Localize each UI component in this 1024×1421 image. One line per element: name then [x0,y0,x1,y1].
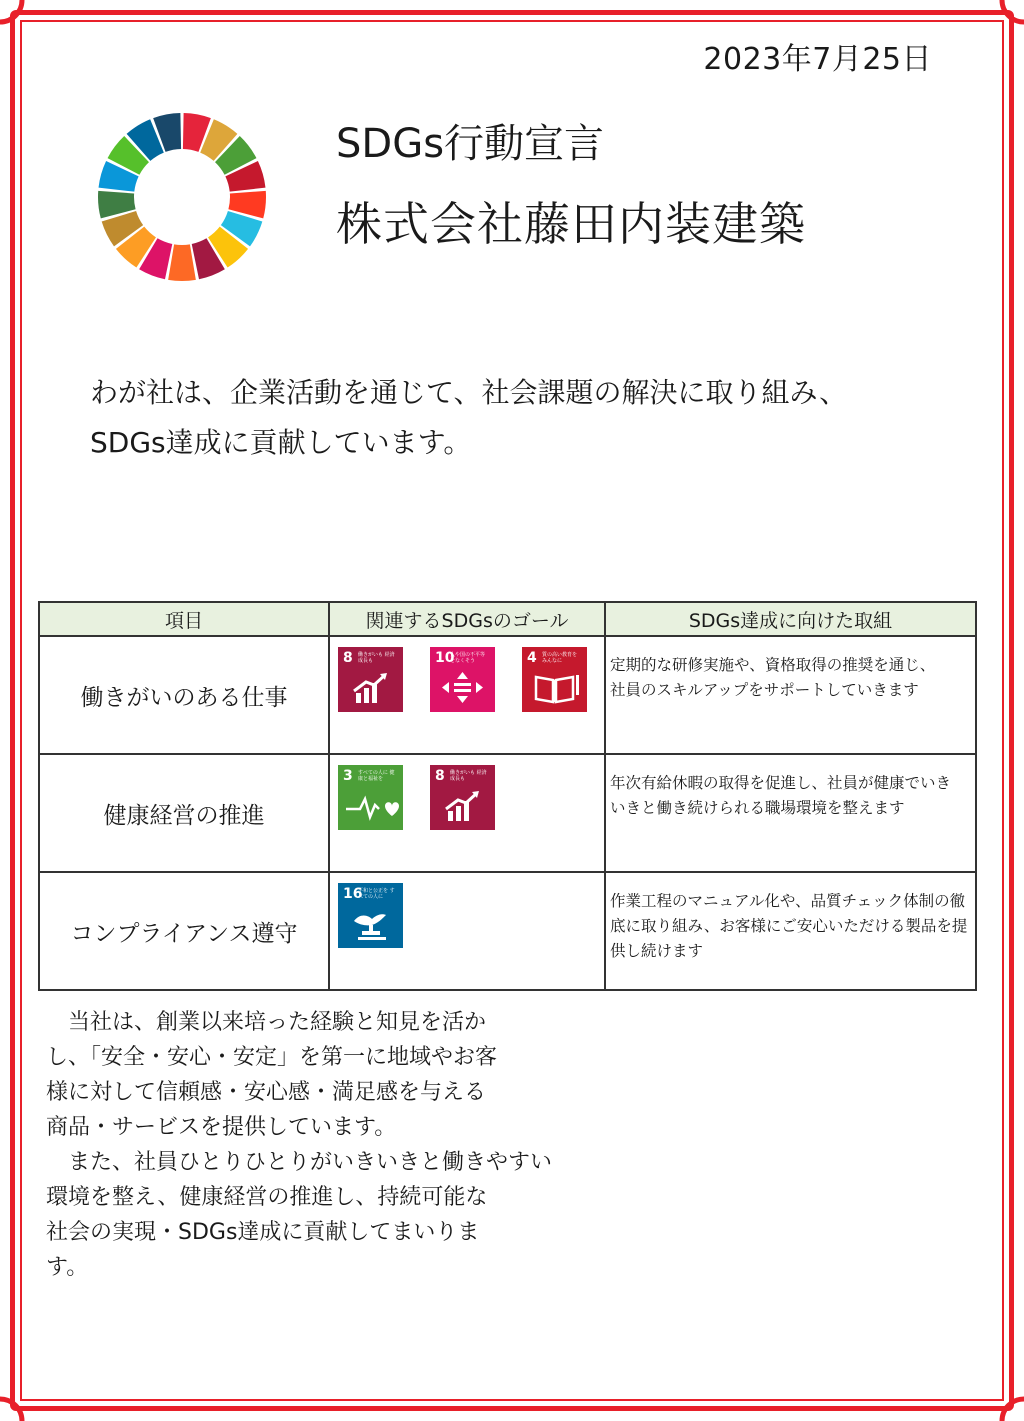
closing-statement [46,1005,553,1285]
sdg-goal-8-icon [430,765,495,830]
corner-ornament [0,0,42,42]
sdg-wheel-segment [168,244,196,281]
declaration-date: 2023年7月25日 [703,42,932,77]
sdg-goals-cell [329,872,605,990]
table-row [39,636,976,754]
sdg-wheel-logo [97,112,267,282]
closing-line: し、「安全・安心・安定」を第一に地域やお客 [46,1045,498,1070]
company-name: 株式会社藤田内装建築 [336,197,806,251]
action-line: 定期的な研修実施や、資格取得の推奨を通じ、 [610,656,936,674]
closing-line: 商品・サービスを提供しています。 [46,1115,397,1140]
action-line: 供し続けます [610,942,704,960]
intro-line: SDGs達成に貢献しています。 [90,426,472,459]
item-cell: コンプライアンス遵守 [39,872,329,990]
sdg-goal-number: 16 [343,886,363,902]
sdg-goal-16-icon [338,883,403,948]
corner-ornament [982,1379,1024,1421]
closing-line: 社会の実現・SDGs達成に貢献してまいりま [46,1220,480,1245]
sdg-goal-label: 働きがいも 経済成長も [450,770,487,782]
closing-line: す。 [46,1255,89,1280]
column-header-item: 項目 [39,602,329,636]
closing-line: 様に対して信頼感・安心感・満足感を与える [46,1080,487,1105]
table-row [39,754,976,872]
corner-ornament [0,1379,42,1421]
sdg-goal-8-icon [338,647,403,712]
table-row [39,872,976,990]
action-cell [605,754,976,872]
sdg-goal-label: 人や国の不平等 をなくそう [450,652,486,664]
column-header-actions: SDGs達成に向けた取組 [605,602,976,636]
sdg-goal-label: すべての人に 健康と福祉を [358,770,395,782]
sdg-goal-4-icon [522,647,587,712]
sdg-goal-number: 8 [343,650,353,666]
sdg-goals-table [38,601,977,991]
sdg-goal-label: 平和と公正を すべての人に [358,888,395,900]
declaration-title: SDGs行動宣言 [336,121,605,167]
closing-line: 環境を整え、健康経営の推進し、持続可能な [46,1185,488,1210]
sdg-goal-number: 4 [527,650,537,666]
sdg-goal-number: 3 [343,768,353,784]
action-line: いきと働き続けられる職場環境を整えます [610,799,905,817]
intro-line: わが社は、企業活動を通じて、社会課題の解決に取り組み、 [90,376,848,409]
intro-statement [90,368,950,468]
closing-line: また、社員ひとりひとりがいきいきと働きやすい [46,1150,553,1175]
column-header-goals: 関連するSDGsのゴール [329,602,605,636]
sdg-goal-number: 10 [435,650,455,666]
item-cell: 健康経営の推進 [39,754,329,872]
sdg-goal-3-icon [338,765,403,830]
sdg-goal-label: 質の高い教育を みんなに [542,652,578,664]
sdg-goal-10-icon [430,647,495,712]
action-line: 底に取り組み、お客様にご安心いただける製品を提 [610,917,968,935]
closing-line: 当社は、創業以来培った経験と知見を活か [46,1010,487,1035]
sdg-goals-cell [329,754,605,872]
sdg-goals-cell [329,636,605,754]
action-cell [605,636,976,754]
table-header-row [39,602,976,636]
action-line: 作業工程のマニュアル化や、品質チェック体制の徹 [610,892,966,910]
sdg-goal-number: 8 [435,768,445,784]
item-cell: 働きがいのある仕事 [39,636,329,754]
corner-ornament [982,0,1024,42]
sdg-goal-label: 働きがいも 経済成長も [358,652,395,664]
action-line: 年次有給休暇の取得を促進し、社員が健康でいき [610,774,952,792]
action-line: 社員のスキルアップをサポートしていきます [610,681,919,699]
action-cell [605,872,976,990]
